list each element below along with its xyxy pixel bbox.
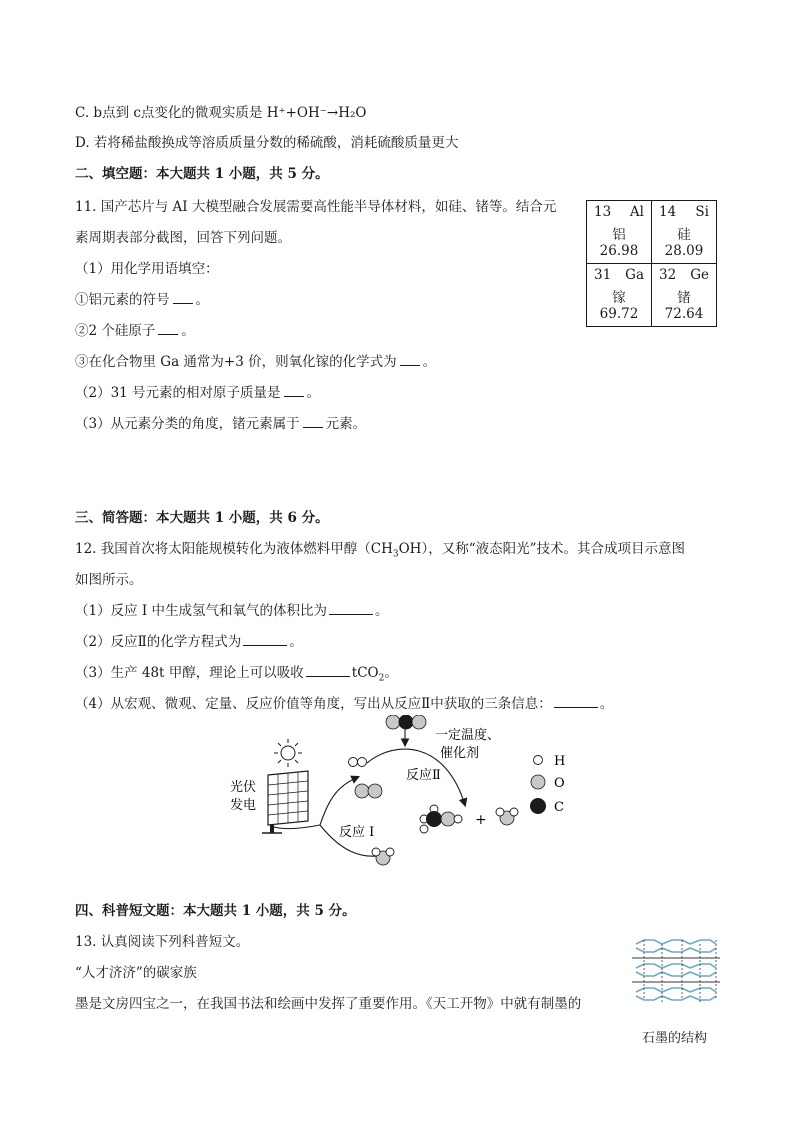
element-symbol: Ga [625, 267, 644, 283]
solar-label-2: 发电 [230, 798, 257, 813]
q12-part2-end: 。 [289, 634, 303, 650]
element-name: 锗 [677, 290, 691, 306]
element-cell-si [652, 201, 716, 263]
atomic-mass: 72.64 [664, 306, 704, 322]
answer-blank [306, 664, 350, 677]
q11-part3 [75, 415, 366, 433]
legend-h: H [554, 754, 566, 769]
q12-part1-end: 。 [375, 603, 389, 619]
q13-title: “人才济济”的碳家族 [75, 965, 197, 981]
q12-line1-rest: OH），又称“液态阳光”技术。其合成项目示意图 [398, 541, 686, 557]
option-d: D. 若将稀盐酸换成等溶质质量分数的稀硫酸，消耗硫酸质量更大 [75, 135, 459, 151]
atomic-mass: 26.98 [599, 243, 639, 259]
q11-part1c-text: ③在化合物里 Ga 通常为+3 价，则氧化镓的化学式为 [75, 354, 397, 370]
q11-part1a-text: ①铝元素的符号 [75, 292, 170, 308]
periodic-table-excerpt [586, 200, 717, 327]
sun-icon [274, 739, 302, 767]
co2-molecule [386, 715, 426, 730]
section-heading-2: 二、填空题：本大题共 1 小题，共 5 分。 [75, 166, 329, 182]
h2-molecule [349, 758, 367, 767]
atomic-number: 13 [594, 204, 612, 220]
q12-part3-text: （3）生产 48t 甲醇，理论上可以吸收 [75, 665, 304, 681]
reaction-1-label: 反应 I [339, 825, 375, 840]
legend [530, 754, 565, 815]
section-heading-4: 四、科普短文题：本大题共 1 小题，共 5 分。 [75, 903, 356, 919]
q11-part1b [75, 322, 195, 340]
element-symbol: Al [629, 204, 644, 220]
q11-part3-end: 元素。 [325, 416, 367, 432]
q12-line1 [75, 540, 685, 558]
atomic-number: 14 [659, 204, 677, 220]
atomic-number: 32 [659, 267, 677, 283]
graphite-structure-image [630, 936, 722, 1026]
atomic-mass: 69.72 [599, 306, 639, 322]
q12-line1-sub: 3 [392, 549, 399, 560]
element-cell-al [587, 201, 651, 263]
element-name: 镓 [612, 290, 626, 306]
q12-line2: 如图所示。 [75, 572, 143, 588]
q12-part3 [75, 664, 398, 682]
q11-line1: 11. 国产芯片与 AI 大模型融合发展需要高性能半导体材料，如硅、锗等。结合元 [75, 199, 557, 215]
q11-part1c [75, 353, 436, 371]
q11-part1c-end: 。 [422, 354, 437, 370]
q11-part2-text: （2）31 号元素的相对原子质量是 [75, 385, 281, 401]
plus-sign: + [475, 812, 487, 828]
q12-part1-text: （1）反应 I 中生成氢气和氧气的体积比为 [75, 603, 328, 619]
q11-part1: （1）用化学用语填空： [75, 261, 219, 277]
atomic-number: 31 [594, 267, 612, 283]
q11-part1b-text: ②2 个硅原子 [75, 323, 156, 339]
answer-blank [284, 384, 304, 397]
q13-line1: 13. 认真阅读下列科普短文。 [75, 934, 250, 950]
legend-c: C [554, 800, 564, 815]
h2o-molecule-product [496, 808, 518, 825]
solar-panel-icon [262, 771, 320, 833]
section-heading-3: 三、简答题：本大题共 1 小题，共 6 分。 [75, 510, 329, 526]
element-name: 铝 [612, 227, 626, 243]
condition-label-2: 催化剂 [440, 746, 480, 761]
element-name: 硅 [677, 227, 691, 243]
q12-part3-unit: tCO [351, 665, 379, 681]
q11-part3-text: （3）从元素分类的角度，锗元素属于 [75, 416, 300, 432]
answer-blank [400, 353, 420, 366]
q13-text: 墨是文房四宝之一，在我国书法和绘画中发挥了重要作用。《天工开物》中就有制墨的 [75, 996, 582, 1012]
element-symbol: Si [695, 204, 709, 220]
option-c: C. b点到 c点变化的微观实质是 H⁺+OH⁻→H₂O [75, 105, 367, 121]
element-cell-ga [587, 264, 651, 326]
q12-line1-text: 12. 我国首次将太阳能规模转化为液体燃料甲醇（CH [75, 541, 393, 557]
reaction-2-label: 反应Ⅱ [406, 768, 441, 783]
arrow-to-h2 [320, 777, 358, 825]
q11-part2 [75, 384, 320, 402]
legend-o: O [554, 776, 565, 791]
q11-line2: 素周期表部分截图，回答下列问题。 [75, 230, 291, 246]
answer-blank [303, 415, 323, 428]
reaction-diagram [220, 715, 590, 890]
q12-part4-text: （4）从宏观、微观、定量、反应价值等角度，写出从反应Ⅱ中获取的三条信息： [75, 696, 552, 712]
q12-part2-text: （2）反应Ⅱ的化学方程式为 [75, 634, 242, 650]
answer-blank [329, 602, 373, 615]
answer-blank [243, 633, 287, 646]
o2-molecule [355, 784, 382, 798]
answer-blank [173, 291, 193, 304]
atomic-mass: 28.09 [664, 243, 704, 259]
solar-label-1: 光伏 [230, 780, 257, 795]
q11-part1a-end: 。 [195, 292, 209, 308]
answer-blank [158, 322, 178, 335]
q11-part1b-end: 。 [181, 323, 195, 339]
methanol-molecule [420, 805, 462, 833]
q12-part4 [75, 695, 613, 713]
element-cell-ge [652, 264, 716, 326]
q11-part2-end: 。 [306, 385, 321, 401]
answer-blank [554, 695, 598, 708]
q12-part3-end: 。 [384, 665, 398, 681]
q12-part4-end: 。 [599, 696, 614, 712]
graphite-caption: 石墨的结构 [642, 1031, 708, 1046]
q12-part1 [75, 602, 389, 620]
condition-label-1: 一定温度、 [435, 728, 501, 743]
q12-part3-sub: 2 [378, 673, 385, 684]
element-symbol: Ge [690, 267, 709, 283]
q12-part2 [75, 633, 303, 651]
q11-part1a [75, 291, 209, 309]
